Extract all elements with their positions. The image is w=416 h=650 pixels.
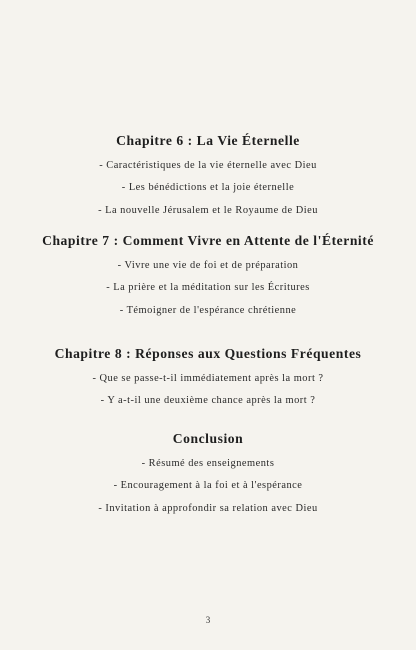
conclusion-item-3: - Invitation à approfondir sa relation avec Dieu	[98, 503, 318, 514]
conclusion-item-2: - Encouragement à la foi et à l'espérance	[113, 480, 303, 491]
chapter-6-item-1: - Caractéristiques de la vie éternelle avec Dieu	[99, 160, 317, 171]
page-number: 3	[205, 615, 211, 625]
chapter-7-item-1: - Vivre une vie de foi et de préparation	[117, 260, 299, 271]
conclusion-item-1: - Résumé des enseignements	[141, 458, 275, 469]
conclusion-title: Conclusion	[172, 431, 244, 446]
chapter-8-title: Chapitre 8 : Réponses aux Questions Fréquentes	[54, 346, 362, 361]
chapter-8-item-2: - Y a-t-il une deuxième chance après la mort ?	[100, 395, 316, 406]
chapter-7-title: Chapitre 7 : Comment Vivre en Attente de l'Éternité	[42, 233, 374, 248]
chapter-6-item-3: - La nouvelle Jérusalem et le Royaume de Dieu	[98, 205, 318, 216]
chapter-6-item-2: - Les bénédictions et la joie éternelle	[121, 182, 295, 193]
chapter-7-item-2: - La prière et la méditation sur les Écritures	[106, 282, 310, 293]
chapter-7-item-3: - Témoigner de l'espérance chrétienne	[119, 305, 297, 316]
chapter-8-item-1: - Que se passe-t-il immédiatement après la mort ?	[92, 373, 324, 384]
chapter-6-title: Chapitre 6 : La Vie Éternelle	[116, 133, 300, 148]
